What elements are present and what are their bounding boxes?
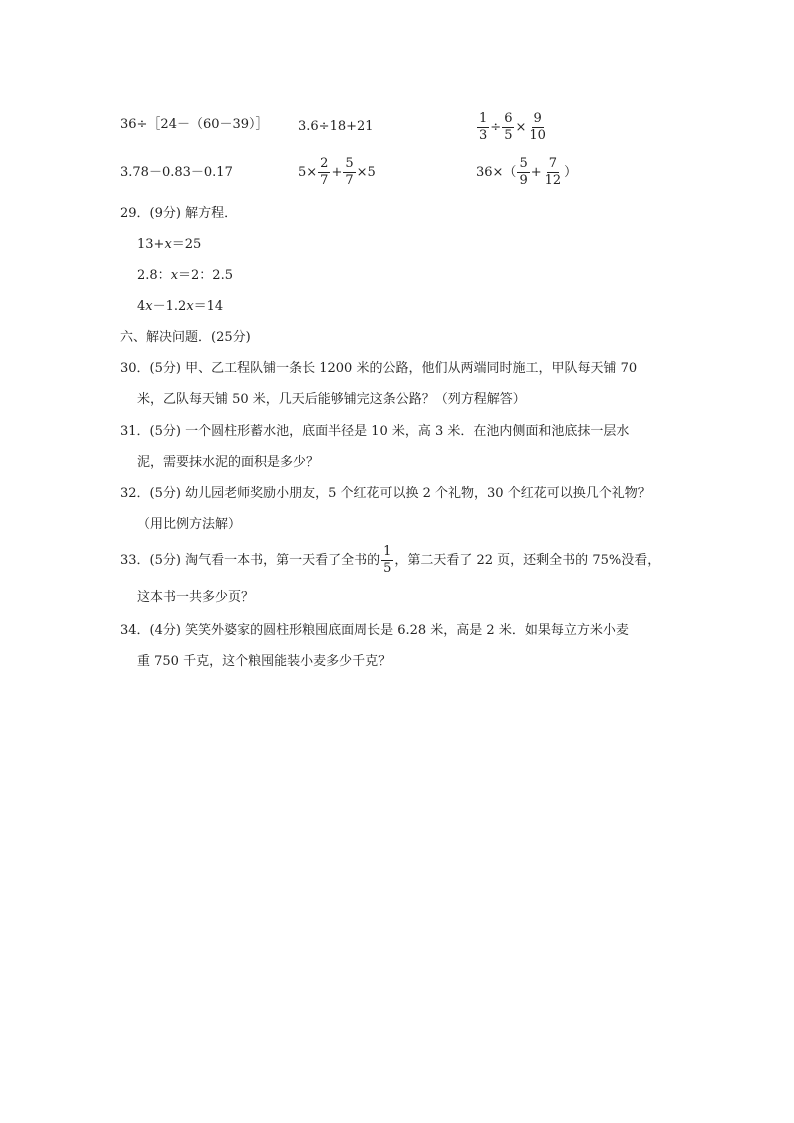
fraction: $\frac{7}{12}$ (544, 156, 562, 188)
q31-line1: 31．(5分) 一个圆柱形蓄水池，底面半径是 10 米，高 3 米．在池内侧面和池底抹一层水 (120, 424, 630, 439)
q34-line2: 重 750 千克，这个粮囤能装小麦多少千克？ (137, 654, 392, 669)
q32-line1: 32．(5分) 幼儿园老师奖励小朋友，5 个红花可以换 2 个礼物，30 个红花可以换几个礼物？ (120, 486, 651, 501)
q30-line2: 米，乙队每天铺 50 米，几天后能够铺完这条公路？（列方程解答） (137, 392, 526, 407)
section-heading: 六、解决问题．(25分) (120, 330, 251, 345)
fraction: $\frac{2}{7}$ (320, 156, 329, 188)
expr-part: 5× (298, 164, 318, 180)
variable: x (186, 299, 194, 314)
calc-r2c1: 3.78－0.83－0.17 (120, 165, 233, 180)
fraction: $\frac{6}{5}$ (504, 111, 513, 143)
q34-line1: 34．(4分) 笑笑外婆家的圆柱形粮囤底面周长是 6.28 米，高是 2 米．如果每立方米小麦 (120, 623, 629, 638)
eq-part: ＝2：2.5 (178, 268, 233, 283)
q29-eq3 (137, 300, 223, 313)
eq-part: －1.2 (152, 299, 187, 314)
expr-part: 36×（ (476, 164, 517, 180)
operator: + (530, 164, 542, 180)
fraction: $\frac{5}{9}$ (519, 156, 528, 188)
operator: × (515, 119, 527, 135)
fraction: $\frac{9}{10}$ (529, 111, 546, 143)
eq-part: ＝14 (193, 299, 224, 314)
variable: x (164, 237, 172, 252)
fraction: $\frac{1}{5}$ (383, 544, 392, 576)
q30-line1: 30．(5分) 甲、乙工程队铺一条长 1200 米的公路，他们从两端同时施工，甲队每天铺 70 (120, 361, 638, 376)
variable: x (145, 299, 153, 314)
q29-eq2 (137, 269, 233, 282)
calc-r1c1: 36÷［24－（60－39）］ (120, 117, 269, 132)
operator: ÷ (490, 119, 502, 135)
eq-part: 13+ (137, 237, 165, 252)
eq-part: 2.8： (137, 268, 171, 283)
fraction: $\frac{5}{7}$ (345, 156, 354, 188)
q29-eq1 (137, 238, 201, 251)
q32-line2: （用比例方法解） (137, 517, 242, 532)
q29-title: 29．(9分) 解方程． (120, 206, 238, 221)
eq-part: 4 (137, 299, 146, 314)
q33-line2: 这本书一共多少页？ (137, 590, 255, 605)
operator: + (331, 164, 343, 180)
expr-part: ×5 (356, 164, 376, 180)
eq-part: ＝25 (171, 237, 202, 252)
calc-r2c2 (298, 157, 376, 187)
text-part: ，第二天看了 22 页，还剩全书的 75%没看， (394, 552, 661, 568)
expr-part: ） (564, 164, 578, 180)
calc-r2c3 (476, 157, 577, 187)
q33-line1 (120, 545, 660, 575)
calc-r1c3 (476, 112, 549, 142)
variable: x (170, 268, 179, 283)
text-part: 33．(5分) 淘气看一本书，第一天看了全书的 (120, 552, 381, 568)
fraction: $\frac{1}{3}$ (479, 111, 488, 143)
calc-r1c2: 3.6÷18+21 (298, 119, 374, 134)
q31-line2: 泥，需要抹水泥的面积是多少？ (137, 455, 320, 470)
